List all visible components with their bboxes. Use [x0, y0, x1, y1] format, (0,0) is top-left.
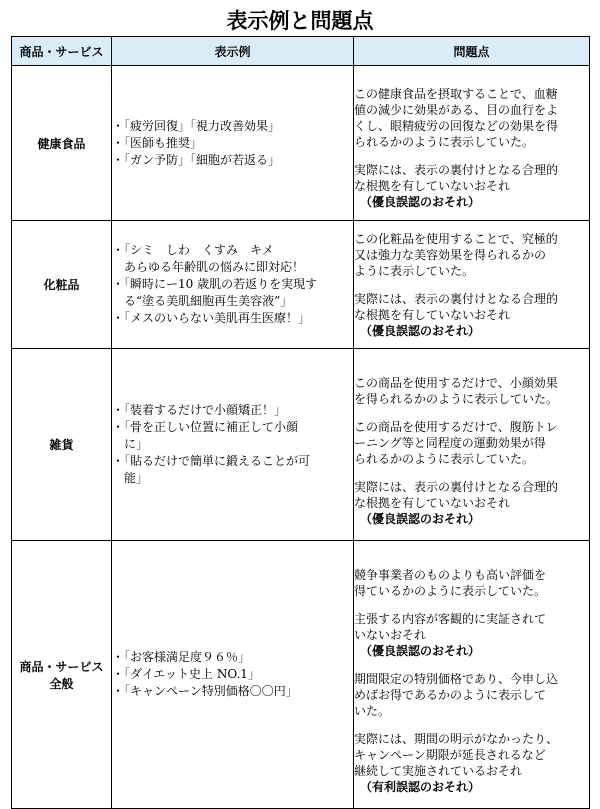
example-item: [112, 419, 353, 453]
table-row: [12, 541, 590, 809]
table-row: [12, 221, 590, 349]
example-text: ・「キャンペーン特別価格〇〇円」: [112, 684, 298, 698]
problem-text: この健康食品を摂取することで、血糖: [354, 87, 558, 101]
example-item: [112, 402, 353, 419]
problem-text: ーニング等と同程度の運動効果が得: [354, 435, 546, 450]
problem-text: られるかのように表示していた。: [354, 135, 535, 149]
example-text: ・「疲労回復」「視力改善効果」: [112, 118, 281, 133]
example-item: [112, 649, 353, 666]
problem-text: めばお得であるかのように表示して: [354, 687, 547, 702]
problem-text: キャンペーン期限が延長されるなど: [354, 747, 546, 762]
problem-paragraph: [354, 567, 589, 599]
problem-paragraph: [354, 671, 589, 719]
category-cell: [12, 349, 112, 541]
problem-text: を得られるかのように表示していた。: [354, 391, 559, 406]
example-text: ・「シミ しわ くすみ キメ: [112, 243, 274, 257]
problem-text: られるかのように表示していた。: [354, 451, 535, 466]
example-text: ・「お客様満足度９６％」: [112, 650, 251, 664]
verdict-label: （優良誤認のおそれ）: [360, 323, 481, 338]
verdict-label: （優良誤認のおそれ）: [360, 511, 481, 526]
example-text: に」: [112, 437, 149, 451]
example-item: [112, 276, 353, 310]
problem-text: 競争事業者のものよりも高い評価を: [354, 567, 547, 582]
example-item: [112, 666, 353, 683]
problem-text: な根拠を有していないおそれ: [354, 495, 511, 510]
example-text: ・「医師も推奨」: [112, 135, 203, 150]
problem-text: 主張する内容が客観的に実証されて: [354, 611, 547, 626]
example-text: る“塗る美肌細胞再生美容液”」: [112, 294, 293, 308]
problem-text: 得ているかのように表示していた。: [354, 583, 547, 598]
example-text: あらゆる年齢肌の悩みに即対応！: [112, 260, 305, 274]
example-text: ・「貼るだけで簡単に鍛えることが可: [112, 454, 311, 468]
category-label: 雑貨: [49, 438, 74, 452]
category-label: 商品・サービス: [19, 659, 104, 674]
problem-paragraph: [354, 231, 589, 279]
problem-text: この化粧品を使用することで、究極的: [354, 231, 558, 246]
example-text: ・「装着するだけで小顔矯正！」: [112, 403, 287, 417]
problem-text: くし、眼精疲労の回復などの効果を得: [354, 119, 559, 133]
problem-text: 実際には、表示の裏付けとなる合理的: [354, 291, 559, 306]
table-header-row: [12, 37, 590, 66]
table-row: [12, 66, 590, 221]
problem-text: いた。: [354, 703, 391, 718]
example-text: ・「瞬時にー10 歳肌の若返りを実現す: [112, 277, 318, 291]
category-label: 健康食品: [37, 136, 86, 151]
verdict-label: （優良誤認のおそれ）: [360, 195, 481, 209]
problem-paragraph: [354, 86, 589, 150]
category-cell: [12, 221, 112, 349]
problem-paragraph: [354, 731, 589, 795]
problem-paragraph: [354, 479, 589, 527]
header-example: 表示例: [112, 37, 354, 66]
example-text: ・「メスのいらない美肌再生医療！」: [112, 311, 311, 325]
problem-text: 実際には、表示の裏付けとなる合理的: [354, 163, 559, 177]
example-item: [112, 453, 353, 487]
category-cell: [12, 66, 112, 221]
example-item: [112, 118, 353, 135]
problem-text: な根拠を有していないおそれ: [354, 179, 511, 193]
problem-text: この商品を使用するだけで、腹筋トレ: [354, 419, 558, 434]
problem-text: いないおそれ: [354, 627, 427, 642]
problem-cell: [354, 221, 590, 349]
example-text: ・「ガン予防」「細胞が若返る」: [112, 152, 281, 167]
example-item: [112, 310, 353, 327]
example-item: [112, 135, 353, 152]
example-item: [112, 242, 353, 276]
verdict-label: （優良誤認のおそれ）: [360, 643, 481, 658]
example-text: 能」: [112, 471, 149, 485]
issues-table: [11, 36, 590, 809]
problem-text: 値の減少に効果がある、目の血行をよ: [354, 103, 559, 117]
verdict-label: （有利誤認のおそれ）: [360, 779, 481, 794]
example-text: ・「ダイエット史上 NO.1」: [112, 667, 260, 681]
example-cell: [112, 541, 354, 809]
page-title: 表示例と問題点: [226, 9, 374, 33]
problem-paragraph: [354, 291, 589, 339]
problem-text: ように表示していた。: [354, 263, 475, 278]
problem-text: 継続して実施されているおそれ: [354, 763, 523, 778]
category-label: 化粧品: [43, 278, 80, 292]
problem-cell: [354, 349, 590, 541]
problem-text: この商品を使用するだけで、小顔効果: [354, 375, 558, 390]
problem-text: な根拠を有していないおそれ: [354, 307, 511, 322]
example-text: ・「骨を正しい位置に補正して小顔: [112, 420, 299, 434]
problem-text: 又は強力な美容効果を得られるかの: [354, 247, 547, 262]
problem-cell: [354, 66, 590, 221]
example-item: [112, 683, 353, 700]
example-cell: [112, 349, 354, 541]
problem-text: 実際には、表示の裏付けとなる合理的: [354, 479, 559, 494]
category-cell: [12, 541, 112, 809]
problem-paragraph: [354, 611, 589, 659]
header-category: 商品・サービス: [12, 37, 112, 66]
category-label: 全般: [49, 676, 74, 691]
problem-text: 期間限定の特別価格であり、今申し込: [354, 671, 559, 686]
table-row: [12, 349, 590, 541]
problem-text: 実際には、期間の明示がなかったり、: [354, 731, 559, 746]
problem-paragraph: [354, 419, 589, 467]
problem-cell: [354, 541, 590, 809]
header-problem: 問題点: [354, 37, 590, 66]
example-cell: [112, 221, 354, 349]
problem-paragraph: [354, 375, 589, 407]
problem-paragraph: [354, 162, 589, 210]
example-item: [112, 152, 353, 169]
example-cell: [112, 66, 354, 221]
